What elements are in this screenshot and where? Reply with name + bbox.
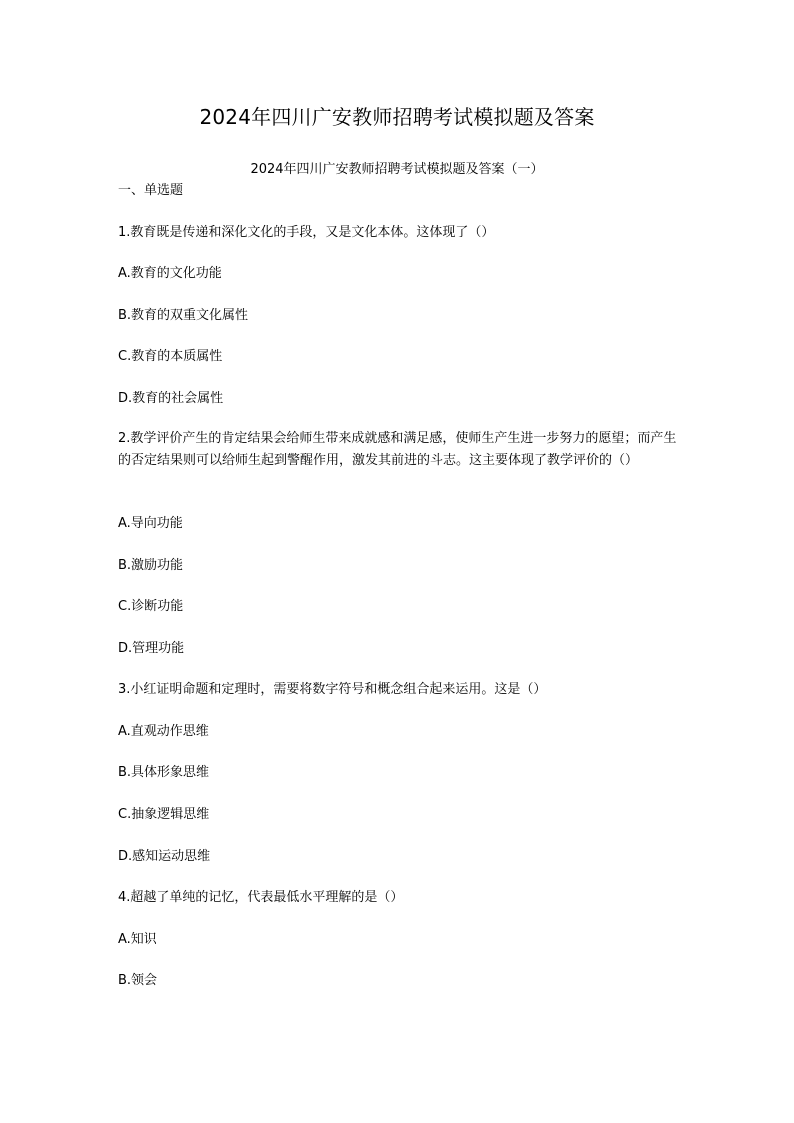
question-stem: 4.超越了单纯的记忆，代表最低水平理解的是（）: [118, 890, 404, 905]
question-stem: 2.教学评价产生的肯定结果会给师生带来成就感和满足感，使师生产生进一步努力的愿望；而产生的否定结果则可以给师生起到警醒作用，激发其前进的斗志。这主要体现了教学评价的（）: [118, 431, 677, 468]
answer-option: A.直观动作思维: [118, 724, 209, 739]
answer-option: A.教育的文化功能: [118, 266, 222, 281]
answer-option: A.知识: [118, 932, 157, 947]
answer-option: C.抽象逻辑思维: [118, 807, 210, 822]
section-heading: 一、单选题: [118, 183, 184, 198]
question-stem: 1.教育既是传递和深化文化的手段，又是文化本体。这体现了（）: [118, 225, 495, 240]
answer-option: D.教育的社会属性: [118, 391, 224, 406]
document-subtitle: 2024年四川广安教师招聘考试模拟题及答案（一）: [250, 162, 544, 177]
answer-option: D.感知运动思维: [118, 849, 211, 864]
answer-option: B.具体形象思维: [118, 765, 210, 780]
answer-option: C.教育的本质属性: [118, 349, 223, 364]
answer-option: C.诊断功能: [118, 599, 184, 614]
answer-option: D.管理功能: [118, 641, 185, 656]
document-title: 2024年四川广安教师招聘考试模拟题及答案: [199, 105, 595, 129]
answer-option: B.领会: [118, 973, 158, 988]
answer-option: A.导向功能: [118, 516, 183, 531]
question-stem: 3.小红证明命题和定理时，需要将数字符号和概念组合起来运用。这是（）: [118, 682, 547, 697]
answer-option: B.教育的双重文化属性: [118, 308, 249, 323]
answer-option: B.激励功能: [118, 558, 184, 573]
